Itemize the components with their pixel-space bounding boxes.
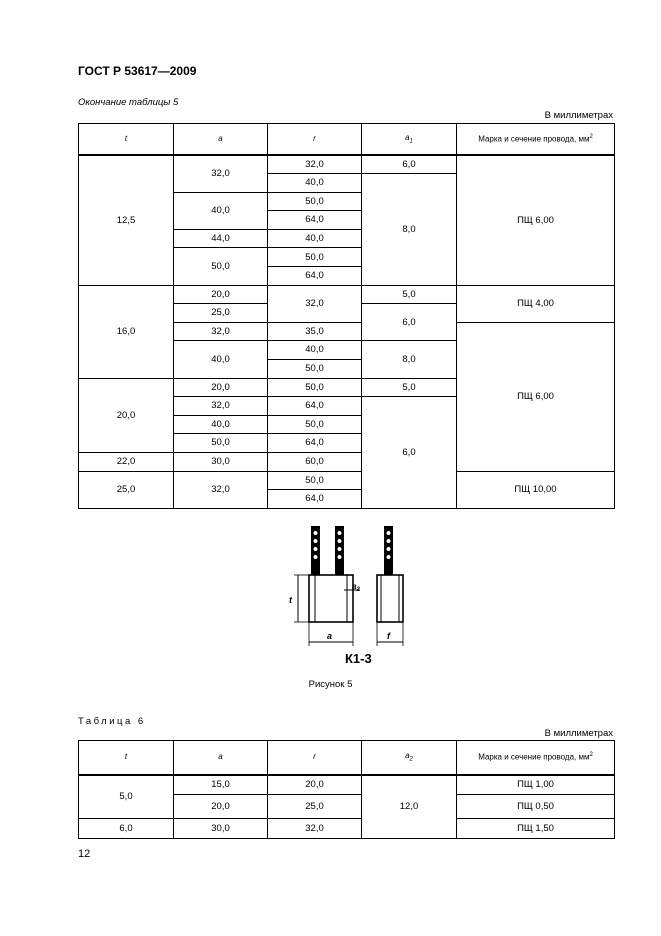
col-header-r: r [268,124,362,156]
cell-r: 40,0 [268,174,362,193]
cell-r: 64,0 [268,397,362,416]
cell-a2: 12,0 [362,775,457,839]
cell-r: 35,0 [268,322,362,341]
cell-t: 12,5 [79,155,174,285]
cell-a1: 8,0 [362,174,457,286]
dim-label-f: f [387,631,390,641]
col-header-a1 [362,124,457,156]
col-header-wire [457,741,615,775]
cell-wire: ПЩ 0,50 [457,795,615,819]
cell-t: 22,0 [79,453,174,472]
cell-a1: 5,0 [362,378,457,397]
cell-a: 50,0 [174,248,268,285]
table-row [79,471,615,490]
cell-a: 30,0 [174,453,268,472]
cell-a: 32,0 [174,322,268,341]
cell-r: 64,0 [268,267,362,286]
cell-a: 40,0 [174,415,268,434]
cell-r: 50,0 [268,471,362,490]
cell-a: 25,0 [174,304,268,323]
brush-drawing-k1-3 [280,520,420,670]
cell-wire: ПЩ 4,00 [457,285,615,322]
col-header-a2-sub: 2 [409,756,413,763]
cell-t: 5,0 [79,775,174,819]
table-row [79,775,615,795]
table-row [79,819,615,839]
cell-a: 20,0 [174,378,268,397]
table6-header-row [79,741,615,775]
cell-r: 32,0 [268,285,362,322]
col-header-a2-base: a [405,750,410,760]
table-5 [78,123,615,509]
col-header-wire-text: Марка и сечение провода, мм [478,753,590,763]
table-continuation-label: Окончание таблицы 5 [78,97,179,108]
cell-r: 50,0 [268,415,362,434]
table5-header-row [79,124,615,156]
table6-title: Таблица 6 [78,716,146,727]
cell-wire: ПЩ 10,00 [457,471,615,508]
cell-r: 60,0 [268,453,362,472]
cell-r: 32,0 [268,155,362,174]
col-header-a1-sub: 1 [409,138,413,145]
brush-front-body [309,575,353,622]
cell-r: 50,0 [268,378,362,397]
cell-r: 64,0 [268,211,362,230]
cell-r: 64,0 [268,490,362,509]
cell-a1: 5,0 [362,285,457,304]
col-header-wire [457,124,615,156]
col-header-a2 [362,741,457,775]
cell-r: 40,0 [268,341,362,360]
cell-r: 50,0 [268,360,362,379]
dim-label-a: a [327,631,333,641]
figure-caption: Рисунок 5 [308,679,353,690]
cell-r: 20,0 [268,775,362,795]
cell-a1: 6,0 [362,304,457,341]
cell-a1: 8,0 [362,341,457,378]
cell-t: 6,0 [79,819,174,839]
table-row [79,285,615,304]
cell-wire: ПЩ 1,50 [457,819,615,839]
col-header-a: a [174,124,268,156]
col-header-wire-sup: 2 [589,134,593,141]
table6-units: В миллиметрах [544,728,613,739]
cell-a: 32,0 [174,471,268,508]
dim-label-t: t [289,595,292,605]
cell-r: 50,0 [268,248,362,267]
cell-a: 32,0 [174,155,268,192]
cell-wire: ПЩ 6,00 [457,322,615,471]
cell-a: 32,0 [174,397,268,416]
cell-wire: ПЩ 6,00 [457,155,615,285]
col-header-wire-text: Марка и сечение провода, мм [478,134,590,144]
col-header-t: t [79,741,174,775]
cell-a: 20,0 [174,795,268,819]
col-header-t: t [79,124,174,156]
cell-r: 40,0 [268,229,362,248]
cell-a: 40,0 [174,192,268,229]
col-header-wire-sup: 2 [589,752,593,759]
document-id: ГОСТ Р 53617—2009 [78,64,197,78]
cell-a1: 6,0 [362,397,457,509]
cell-a: 44,0 [174,229,268,248]
cell-a1: 6,0 [362,155,457,174]
cell-a: 40,0 [174,341,268,378]
cell-a: 20,0 [174,285,268,304]
cell-a: 15,0 [174,775,268,795]
cell-a: 30,0 [174,819,268,839]
cell-r: 32,0 [268,819,362,839]
cell-t: 16,0 [79,285,174,378]
table5-units: В миллиметрах [544,110,613,121]
table-row [79,155,615,174]
col-header-r: r [268,741,362,775]
cell-r: 25,0 [268,795,362,819]
cell-wire: ПЩ 1,00 [457,775,615,795]
cell-t: 25,0 [79,471,174,508]
cell-r: 50,0 [268,192,362,211]
col-header-a: a [174,741,268,775]
cell-r: 64,0 [268,434,362,453]
dim-label-a2-base: a [352,582,357,591]
page-number: 12 [78,848,91,860]
cell-t: 20,0 [79,378,174,452]
figure-label: К1-3 [345,651,372,666]
table-6 [78,740,615,839]
dim-label-a2-sub: 2 [356,587,360,593]
cell-a: 50,0 [174,434,268,453]
col-header-a1-base: a [405,132,410,142]
